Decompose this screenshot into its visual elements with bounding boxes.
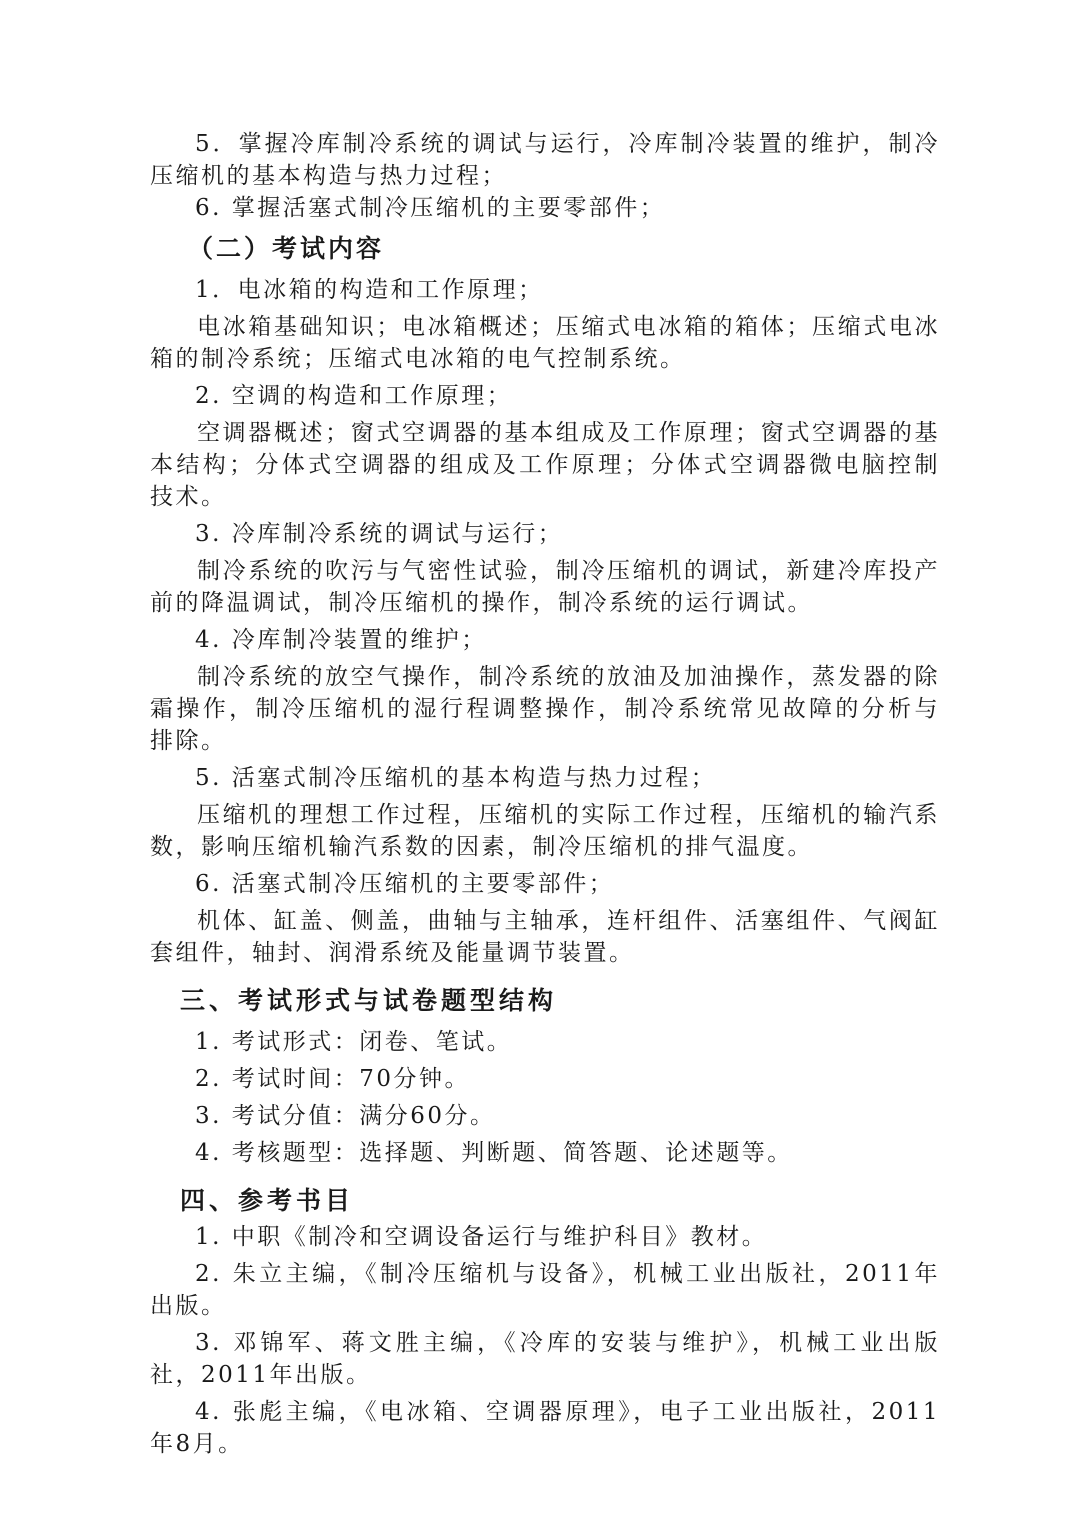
content-desc-2: 空调器概述；窗式空调器的基本组成及工作原理；窗式空调器的基本结构；分体式空调器的组成及工作原理；分体式空调器微电脑控制技术。 [150, 420, 940, 510]
exam-form-item-3: 3. 考试分值：满分60分。 [195, 1103, 496, 1129]
document-page [150, 128, 940, 1460]
content-item-6: 6. 活塞式制冷压缩机的主要零部件； [195, 871, 615, 897]
content-item-4: 4. 冷库制冷装置的维护； [195, 627, 487, 653]
intro-item-5: 5．掌握冷库制冷系统的调试与运行，冷库制冷装置的维护，制冷压缩机的基本构造与热力过程； [150, 131, 940, 189]
content-desc-3: 制冷系统的吹污与气密性试验，制冷压缩机的调试，新建冷库投产前的降温调试，制冷压缩机的操作，制冷系统的运行调试。 [150, 558, 940, 616]
content-item-3: 3. 冷库制冷系统的调试与运行； [195, 521, 564, 547]
content-desc-5: 压缩机的理想工作过程，压缩机的实际工作过程，压缩机的输汽系数，影响压缩机输汽系数的因素，制冷压缩机的排气温度。 [150, 802, 940, 860]
exam-form-item-2: 2. 考试时间：70分钟。 [195, 1066, 471, 1092]
content-item-1: 1．电冰箱的构造和工作原理； [195, 277, 544, 303]
content-item-5: 5. 活塞式制冷压缩机的基本构造与热力过程； [195, 765, 717, 791]
content-desc-1: 电冰箱基础知识；电冰箱概述；压缩式电冰箱的箱体；压缩式电冰箱的制冷系统；压缩式电冰箱的电气控制系统。 [150, 314, 940, 372]
intro-item-6: 6. 掌握活塞式制冷压缩机的主要零部件； [195, 195, 666, 221]
reference-item-4: 4. 张彪主编，《电冰箱、空调器原理》，电子工业出版社，2011年8月。 [150, 1399, 940, 1457]
exam-form-item-1: 1. 考试形式：闭卷、笔试。 [195, 1029, 513, 1055]
content-item-2: 2. 空调的构造和工作原理； [195, 383, 513, 409]
section-two-heading: （二）考试内容 [188, 234, 385, 263]
reference-item-2: 2. 朱立主编，《制冷压缩机与设备》，机械工业出版社，2011年出版。 [150, 1261, 940, 1319]
section-four-heading: 四、参考书目 [180, 1186, 355, 1215]
reference-item-3: 3. 邓锦军、蒋文胜主编，《冷库的安装与维护》，机械工业出版社，2011年出版。 [150, 1330, 940, 1388]
exam-form-item-4: 4. 考核题型：选择题、判断题、简答题、论述题等。 [195, 1140, 793, 1166]
content-desc-4: 制冷系统的放空气操作，制冷系统的放油及加油操作，蒸发器的除霜操作，制冷压缩机的湿行程调整操作，制冷系统常见故障的分析与排除。 [150, 664, 940, 754]
content-desc-6: 机体、缸盖、侧盖，曲轴与主轴承，连杆组件、活塞组件、气阀缸套组件，轴封、润滑系统及能量调节装置。 [150, 908, 940, 966]
section-three-heading: 三、考试形式与试卷题型结构 [180, 986, 558, 1015]
reference-item-1: 1. 中职《制冷和空调设备运行与维护科目》教材。 [195, 1224, 768, 1250]
